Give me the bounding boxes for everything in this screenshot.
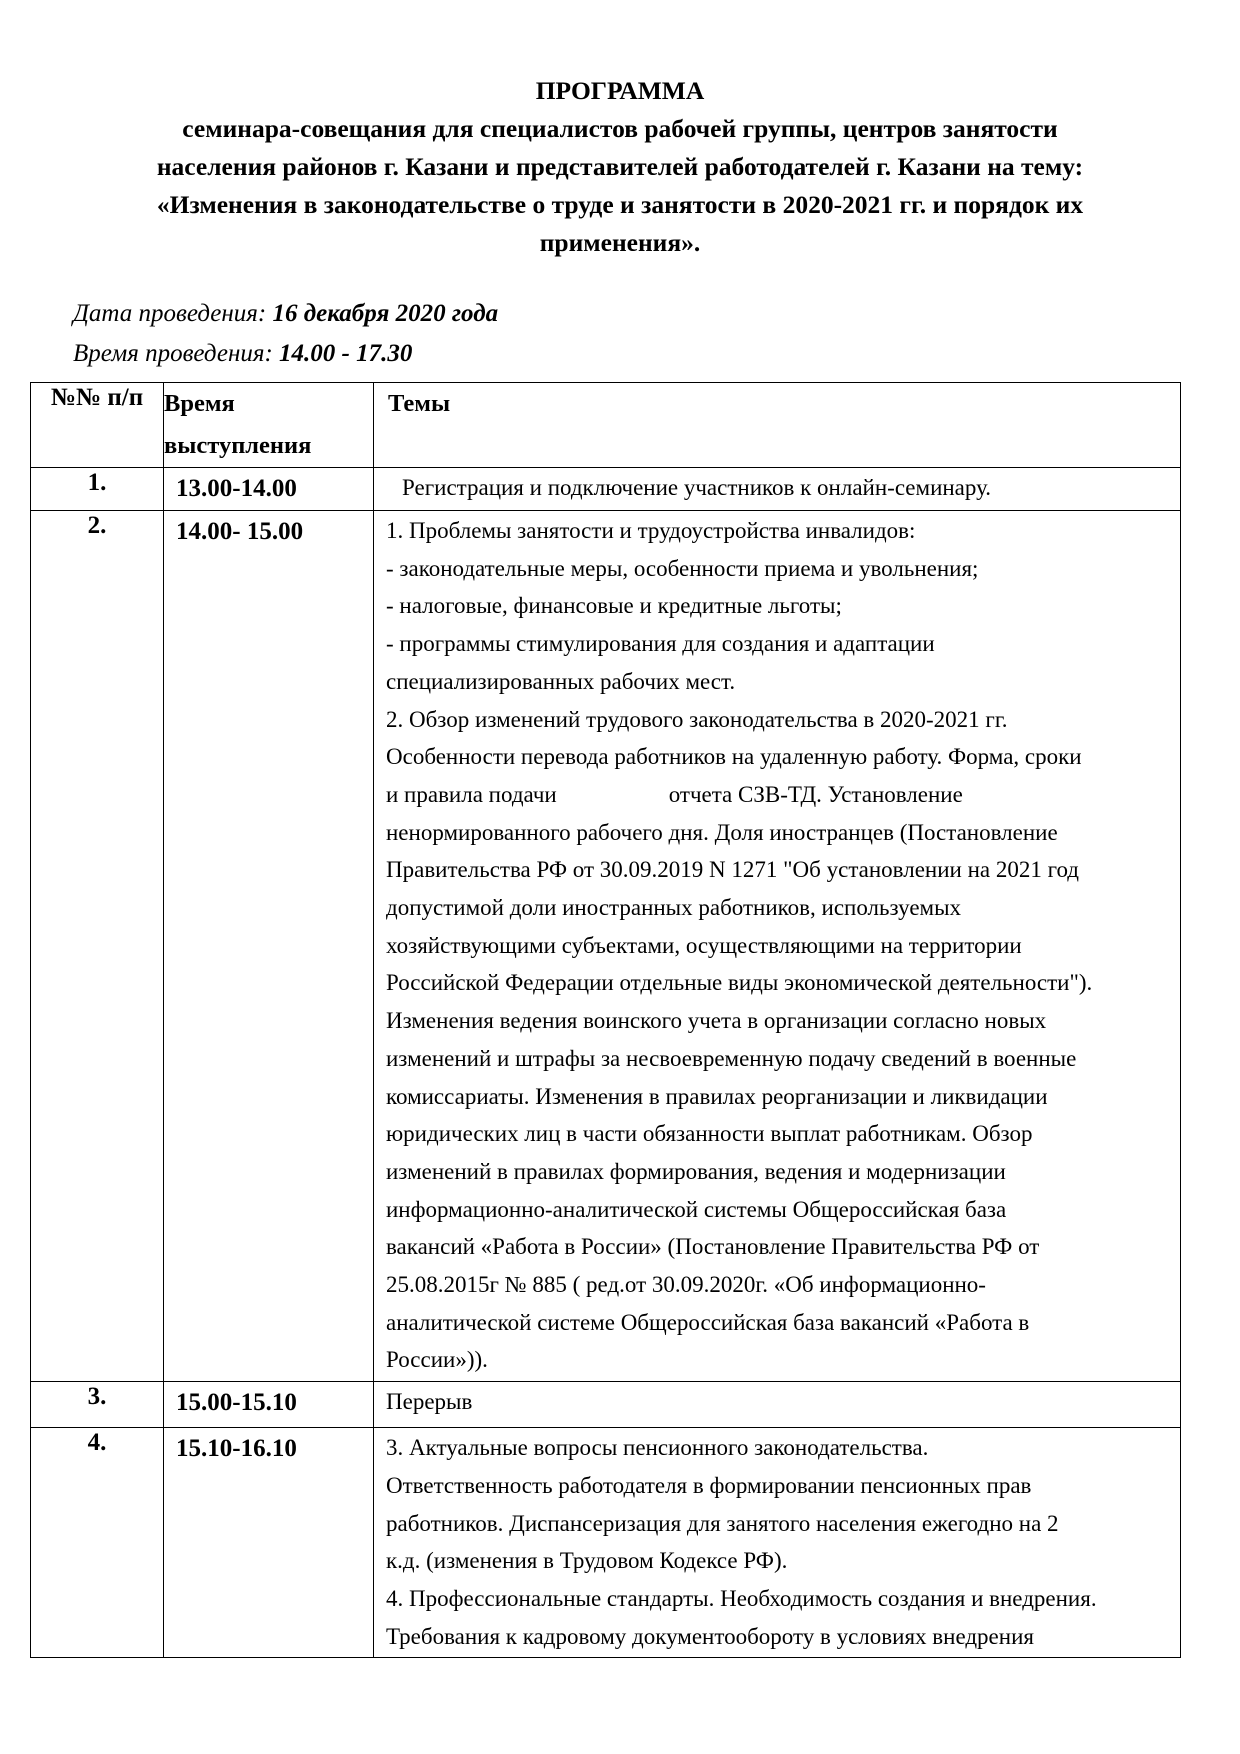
date-value: 16 декабря 2020 года	[272, 300, 499, 327]
topic-line: Изменения ведения воинского учета в организации согласно новых	[386, 1008, 1047, 1034]
document-heading	[30, 72, 1210, 262]
topic-line: вакансий «Работа в России» (Постановление Правительства РФ от	[386, 1234, 1040, 1260]
topic-line: Особенности перевода работников на удаленную работу. Форма, сроки	[386, 744, 1082, 770]
topic-line: 3. Актуальные вопросы пенсионного законодательства.	[386, 1435, 929, 1461]
topic-line: специализированных рабочих мест.	[386, 668, 736, 694]
row-time: 15.10-16.10	[164, 1428, 374, 1658]
row-number: 4.	[31, 1428, 164, 1658]
header-number: №№ п/п	[31, 383, 164, 468]
topic-line: ненормированного рабочего дня. Доля иностранцев (Постановление	[386, 819, 1058, 845]
topic-line: хозяйствующими субъектами, осуществляющими на территории	[386, 932, 1022, 958]
topic-line: Требования к кадровому документообороту в условиях внедрения	[386, 1623, 1034, 1649]
topic-line: 2. Обзор изменений трудового законодательства в 2020-2021 гг.	[386, 706, 1008, 732]
header-time: Время выступления	[164, 383, 374, 468]
subtitle-line: «Изменения в законодательстве о труде и занятости в 2020-2021 гг. и порядок их	[156, 190, 1084, 219]
row-number: 2.	[31, 511, 164, 1382]
event-date	[73, 295, 498, 333]
topic-line: изменений в правилах формирования, ведения и модернизации	[386, 1158, 1006, 1184]
subtitle-line: семинара-совещания для специалистов рабочей группы, центров занятости	[182, 114, 1058, 143]
row-topics	[374, 1382, 1181, 1428]
topic-line: информационно-аналитической системы Общероссийская база	[386, 1196, 1007, 1222]
topic-line: Правительства РФ от 30.09.2019 N 1271 "Об установлении на 2021 год	[386, 857, 1080, 883]
program-table	[30, 382, 1181, 1658]
row-topics	[374, 511, 1181, 1382]
table-row	[31, 511, 1181, 1382]
topic-fragment: отчета СЗВ-ТД. Установление	[668, 781, 963, 807]
topic-line: Регистрация и подключение участников к онлайн-семинару.	[402, 475, 992, 500]
topic-line: юридических лиц в части обязанности выплат работникам. Обзор	[386, 1121, 1033, 1147]
subtitle-line: применения».	[539, 228, 701, 257]
topic-line: к.д. (изменения в Трудовом Кодексе РФ).	[386, 1548, 788, 1574]
row-number: 3.	[31, 1382, 164, 1428]
topic-line: работников. Диспансеризация для занятого населения ежегодно на 2	[386, 1510, 1059, 1536]
row-time: 13.00-14.00	[164, 468, 374, 511]
table-header-row	[31, 383, 1181, 468]
topic-line: Перерыв	[386, 1389, 473, 1415]
topic-line: - законодательные меры, особенности приема и увольнения;	[386, 555, 979, 581]
date-label: Дата проведения:	[73, 300, 267, 327]
topic-line: 25.08.2015г № 885 ( ред.от 30.09.2020г. «Об информационно-	[386, 1272, 986, 1298]
header-topics: Темы	[374, 383, 1181, 468]
row-topics	[374, 1428, 1181, 1658]
topic-line	[386, 776, 1174, 814]
topic-line: аналитической системе Общероссийская база вакансий «Работа в	[386, 1309, 1030, 1335]
topic-fragment: и правила подачи	[386, 781, 557, 807]
time-value: 14.00 - 17.30	[279, 340, 413, 367]
row-topics	[374, 468, 1181, 511]
time-label: Время проведения:	[73, 340, 273, 367]
topic-line: 4. Профессиональные стандарты. Необходимость создания и внедрения.	[386, 1585, 1097, 1611]
topic-line: Российской Федерации отдельные виды экономической деятельности").	[386, 970, 1093, 996]
topic-line: - программы стимулирования для создания и адаптации	[386, 631, 935, 657]
event-time	[73, 335, 412, 373]
topic-line: Ответственность работодателя в формировании пенсионных прав	[386, 1472, 1032, 1498]
table-row	[31, 1382, 1181, 1428]
row-time: 14.00- 15.00	[164, 511, 374, 1382]
row-number: 1.	[31, 468, 164, 511]
table-row	[31, 1428, 1181, 1658]
document-title: ПРОГРАММА	[535, 76, 705, 105]
table-row	[31, 468, 1181, 511]
subtitle-line: населения районов г. Казани и представителей работодателей г. Казани на тему:	[156, 152, 1084, 181]
topic-line: комиссариаты. Изменения в правилах реорганизации и ликвидации	[386, 1083, 1048, 1109]
topic-line: - налоговые, финансовые и кредитные льготы;	[386, 593, 842, 619]
topic-line: допустимой доли иностранных работников, используемых	[386, 895, 962, 921]
topic-line: России»)).	[386, 1347, 488, 1373]
topic-line: 1. Проблемы занятости и трудоустройства инвалидов:	[386, 518, 916, 543]
row-time: 15.00-15.10	[164, 1382, 374, 1428]
topic-line: изменений и штрафы за несвоевременную подачу сведений в военные	[386, 1045, 1077, 1071]
